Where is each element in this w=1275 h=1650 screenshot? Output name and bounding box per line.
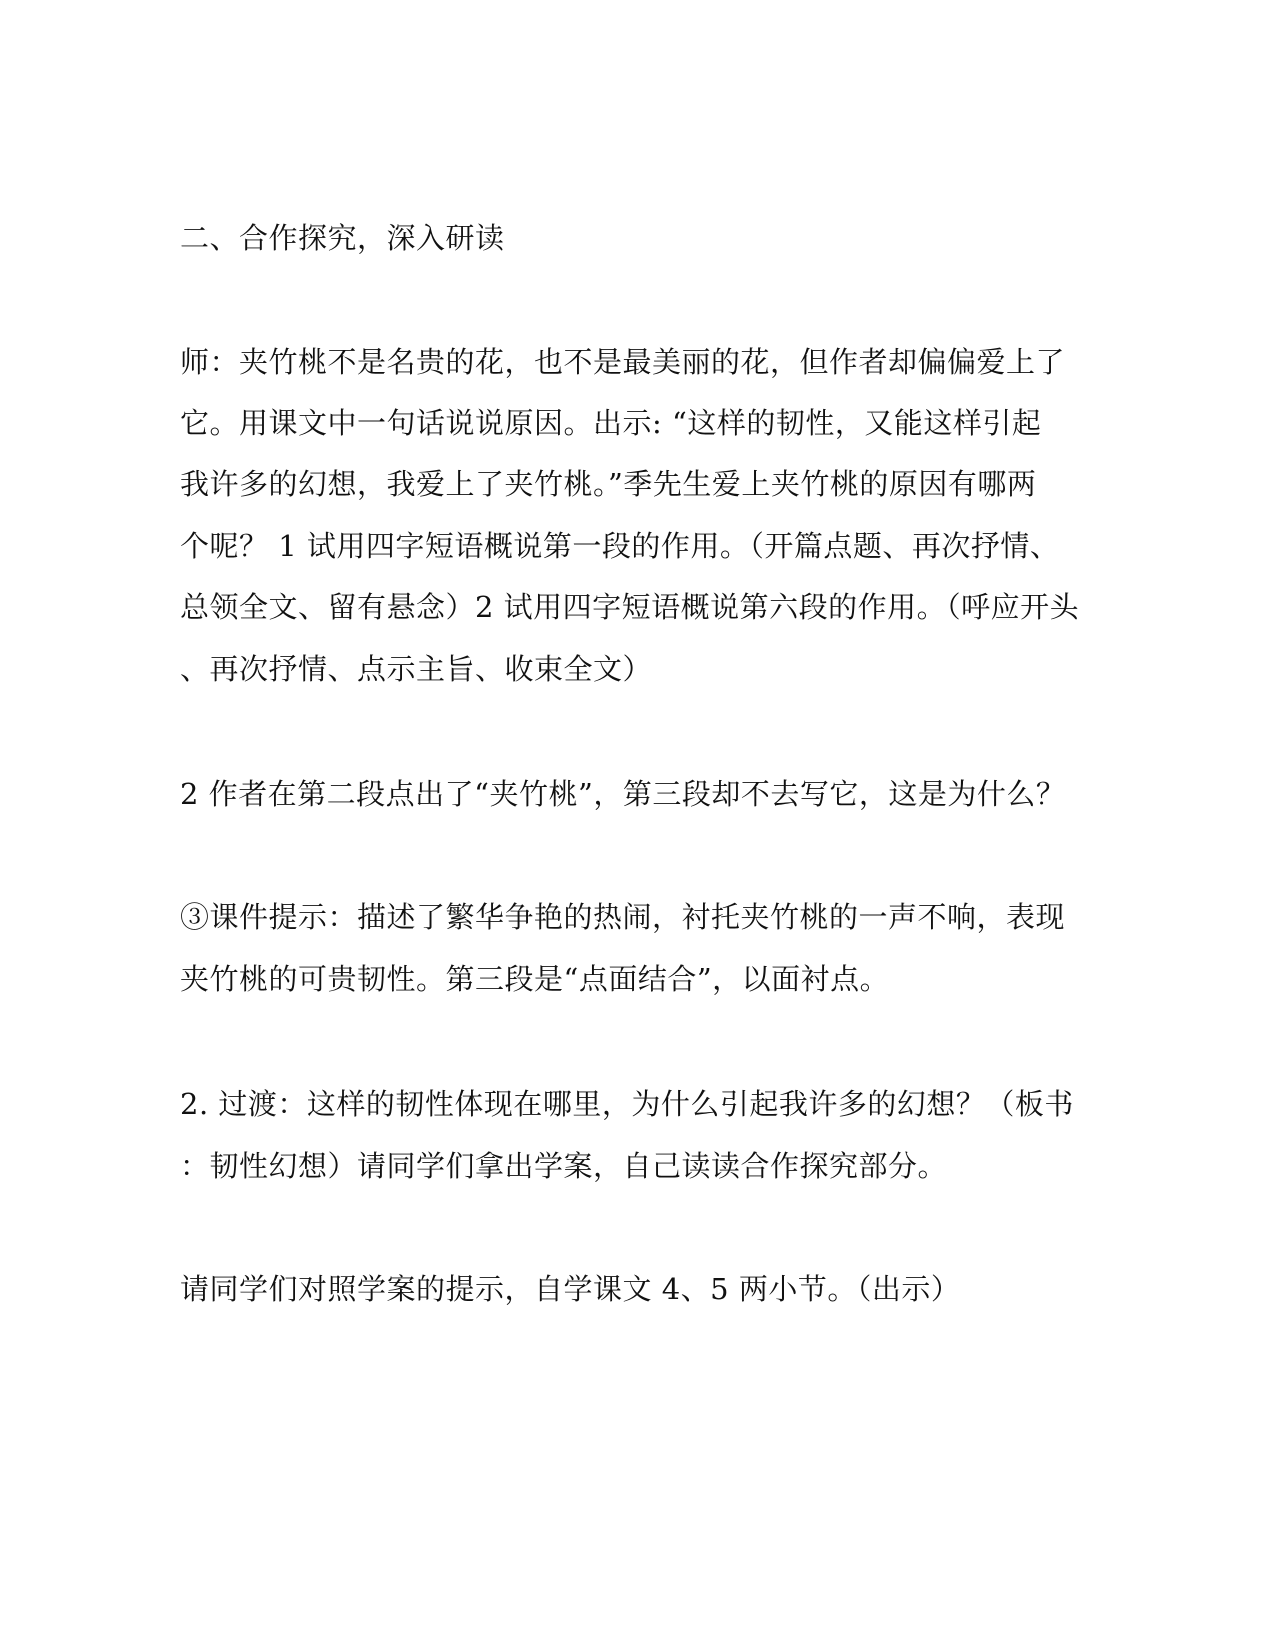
paragraph-line: ：韧性幻想）请同学们拿出学案，自己读读合作探究部分。 [180,1149,948,1183]
paragraph-line: 2. 过渡：这样的韧性体现在哪里，为什么引起我许多的幻想？（板书 [180,1087,1074,1121]
section-heading: 二、合作探究，深入研读 [180,221,505,255]
paragraph-line: 请同学们对照学案的提示，自学课文 4、5 两小节。（出示） [180,1272,961,1306]
paragraph-line: ③课件提示：描述了繁华争艳的热闹，衬托夹竹桃的一声不响，表现 [180,900,1066,934]
paragraph-line: 、再次抒情、点示主旨、收束全文） [180,652,653,686]
paragraph-line: 2 作者在第二段点出了“夹竹桃”，第三段却不去写它，这是为什么？ [180,777,1066,811]
paragraph-line: 它。用课文中一句话说说原因。出示: “这样的韧性，又能这样引起 [180,406,1042,440]
paragraph-line: 我许多的幻想，我爱上了夹竹桃。”季先生爱上夹竹桃的原因有哪两 [180,467,1037,501]
paragraph-line: 总领全文、留有悬念）2 试用四字短语概说第六段的作用。（呼应开头 [180,590,1080,624]
paragraph-line: 个呢？ 1 试用四字短语概说第一段的作用。（开篇点题、再次抒情、 [180,529,1060,563]
paragraph-line: 夹竹桃的可贵韧性。第三段是“点面结合”，以面衬点。 [180,962,890,996]
paragraph-line: 师：夹竹桃不是名贵的花，也不是最美丽的花，但作者却偏偏爱上了 [180,345,1066,379]
